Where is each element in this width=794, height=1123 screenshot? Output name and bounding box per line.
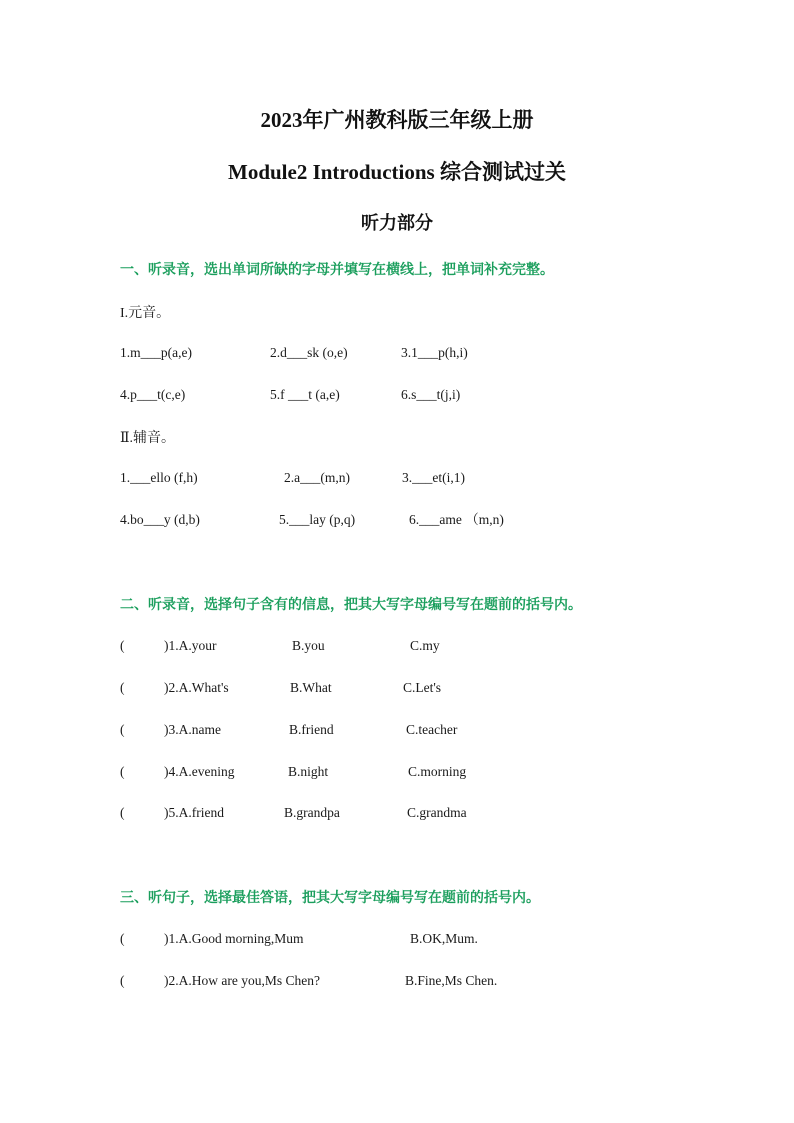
section2-heading: 二、听录音，选择句子含有的信息，把其大写字母编号写在题前的括号内。 (120, 597, 582, 613)
vowel-item: 5.f ___t (a,e) (270, 387, 340, 402)
answer-bracket: ( (120, 680, 125, 695)
answer-bracket: ( (120, 638, 125, 653)
option-c: C.grandma (407, 805, 467, 820)
answer-bracket: ( (120, 805, 125, 820)
option-b: B.you (292, 638, 325, 653)
option-a: )2.A.How are you,Ms Chen? (164, 973, 320, 988)
vowel-item: 6.s___t(j,i) (401, 387, 461, 402)
option-b: B.Fine,Ms Chen. (405, 973, 498, 988)
option-b: B.OK,Mum. (410, 931, 478, 946)
consonant-item: 1.___ello (f,h) (120, 470, 198, 485)
vowel-item: 1.m___p(a,e) (120, 345, 192, 360)
vowel-item: 4.p___t(c,e) (120, 387, 186, 402)
option-b: B.friend (289, 722, 334, 737)
option-a: )3.A.name (164, 722, 221, 737)
option-b: B.grandpa (284, 805, 340, 820)
option-c: C.my (410, 638, 440, 653)
option-a: )4.A.evening (164, 764, 235, 779)
option-a: )1.A.your (164, 638, 217, 653)
section1-heading: 一、听录音，选出单词所缺的字母并填写在横线上，把单词补充完整。 (120, 262, 554, 278)
option-a: )2.A.What's (164, 680, 229, 695)
answer-bracket: ( (120, 973, 125, 988)
consonant-item: 5.___lay (p,q) (279, 512, 356, 527)
page-title: 2023年广州教科版三年级上册 (260, 108, 534, 132)
option-c: C.teacher (406, 722, 458, 737)
answer-bracket: ( (120, 722, 125, 737)
answer-bracket: ( (120, 764, 125, 779)
option-c: C.morning (408, 764, 467, 779)
option-a: )5.A.friend (164, 805, 224, 820)
option-c: C.Let's (403, 680, 442, 695)
consonant-item: 3.___et(i,1) (402, 470, 465, 485)
option-b: B.What (290, 680, 332, 695)
consonants-label: Ⅱ.辅音。 (120, 431, 176, 446)
module-title: Module2 Introductions 综合测试过关 (228, 160, 566, 184)
part-title: 听力部分 (361, 213, 433, 233)
consonant-item: 6.___ame （m,n) (409, 512, 504, 527)
consonant-item: 4.bo___y (d,b) (120, 512, 200, 527)
consonant-item: 2.a___(m,n) (284, 470, 350, 485)
answer-bracket: ( (120, 931, 125, 946)
section3-heading: 三、听句子，选择最佳答语，把其大写字母编号写在题前的括号内。 (120, 890, 540, 906)
option-b: B.night (288, 764, 329, 779)
vowel-item: 3.1___p(h,i) (401, 345, 468, 360)
vowel-item: 2.d___sk (o,e) (270, 345, 348, 360)
option-a: )1.A.Good morning,Mum (164, 931, 304, 946)
vowels-label: I.元音。 (120, 306, 171, 321)
